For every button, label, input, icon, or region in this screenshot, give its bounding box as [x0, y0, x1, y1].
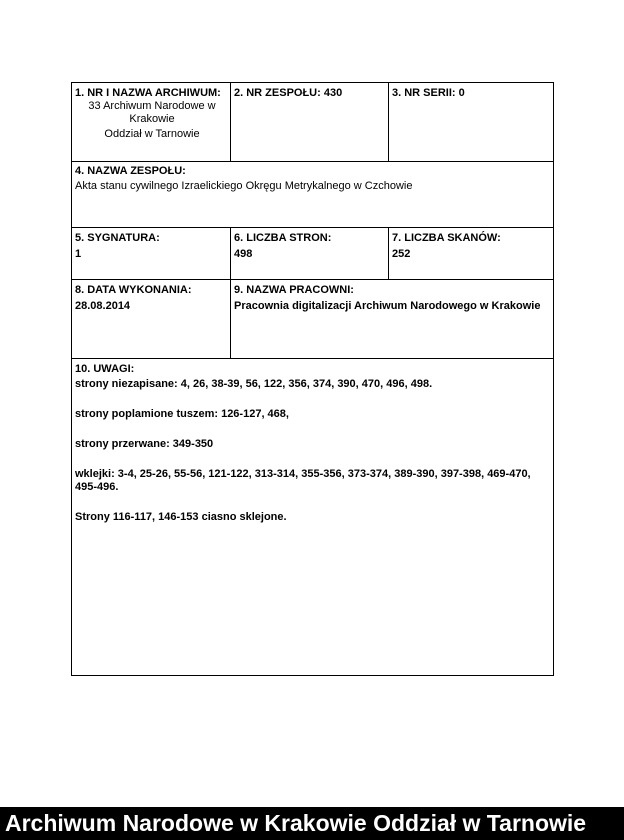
- fond-number-cell: [234, 87, 384, 100]
- row-divider: [72, 358, 553, 359]
- series-number-label: 3. NR SERII: 0: [392, 87, 465, 99]
- column-divider: [388, 83, 389, 161]
- archive-cell: [75, 87, 229, 141]
- column-divider: [388, 227, 389, 279]
- column-divider: [230, 279, 231, 358]
- remark-ink-stained-pages: strony poplamione tuszem: 126-127, 468,: [75, 408, 289, 420]
- row-divider: [72, 161, 553, 162]
- series-number-cell: [392, 87, 550, 100]
- remark-inserts: wklejki: 3-4, 25-26, 55-56, 121-122, 313-314, 355-356, 373-374, 389-390, 397-398, 469-470, 495-496.: [75, 468, 531, 493]
- fond-name-label: 4. NAZWA ZESPOŁU:: [75, 165, 186, 177]
- signature-value: 1: [75, 248, 82, 260]
- scan-count-cell: [392, 232, 550, 261]
- row-divider: [72, 279, 553, 280]
- remarks-cell: [75, 363, 545, 524]
- workshop-cell: [234, 284, 552, 313]
- column-divider: [230, 227, 231, 279]
- workshop-label: 9. NAZWA PRACOWNI:: [234, 284, 354, 296]
- column-divider: [230, 83, 231, 161]
- row-divider: [72, 227, 553, 228]
- workshop-value: Pracownia digitalizacji Archiwum Narodowego w Krakowie: [234, 300, 541, 312]
- scan-count-value: 252: [392, 248, 411, 260]
- scan-count-label: 7. LICZBA SKANÓW:: [392, 232, 501, 244]
- archive-footer-banner: Archiwum Narodowe w Krakowie Oddział w Tarnowie: [0, 807, 624, 840]
- archive-name-line3: Oddział w Tarnowie: [104, 128, 200, 140]
- signature-cell: [75, 232, 229, 261]
- fond-number-label: 2. NR ZESPOŁU: 430: [234, 87, 343, 99]
- page-count-value: 498: [234, 248, 253, 260]
- page-count-label: 6. LICZBA STRON:: [234, 232, 332, 244]
- fond-name-value: Akta stanu cywilnego Izraelickiego Okręgu Metrykalnego w Czchowie: [75, 180, 413, 192]
- date-value: 28.08.2014: [75, 300, 131, 312]
- fond-name-cell: [75, 165, 550, 193]
- archive-name-line2: Krakowie: [129, 113, 175, 125]
- date-cell: [75, 284, 229, 313]
- metadata-form: [71, 82, 554, 676]
- signature-label: 5. SYGNATURA:: [75, 232, 160, 244]
- archive-label: 1. NR I NAZWA ARCHIWUM:: [75, 87, 221, 99]
- remark-torn-pages: strony przerwane: 349-350: [75, 438, 214, 450]
- remark-glued-pages: Strony 116-117, 146-153 ciasno sklejone.: [75, 511, 287, 523]
- remark-unwritten-pages: strony niezapisane: 4, 26, 38-39, 56, 122, 356, 374, 390, 470, 496, 498.: [75, 378, 433, 390]
- page-count-cell: [234, 232, 384, 261]
- remarks-label: 10. UWAGI:: [75, 363, 135, 375]
- date-label: 8. DATA WYKONANIA:: [75, 284, 192, 296]
- archive-name-line1: 33 Archiwum Narodowe w: [88, 100, 216, 112]
